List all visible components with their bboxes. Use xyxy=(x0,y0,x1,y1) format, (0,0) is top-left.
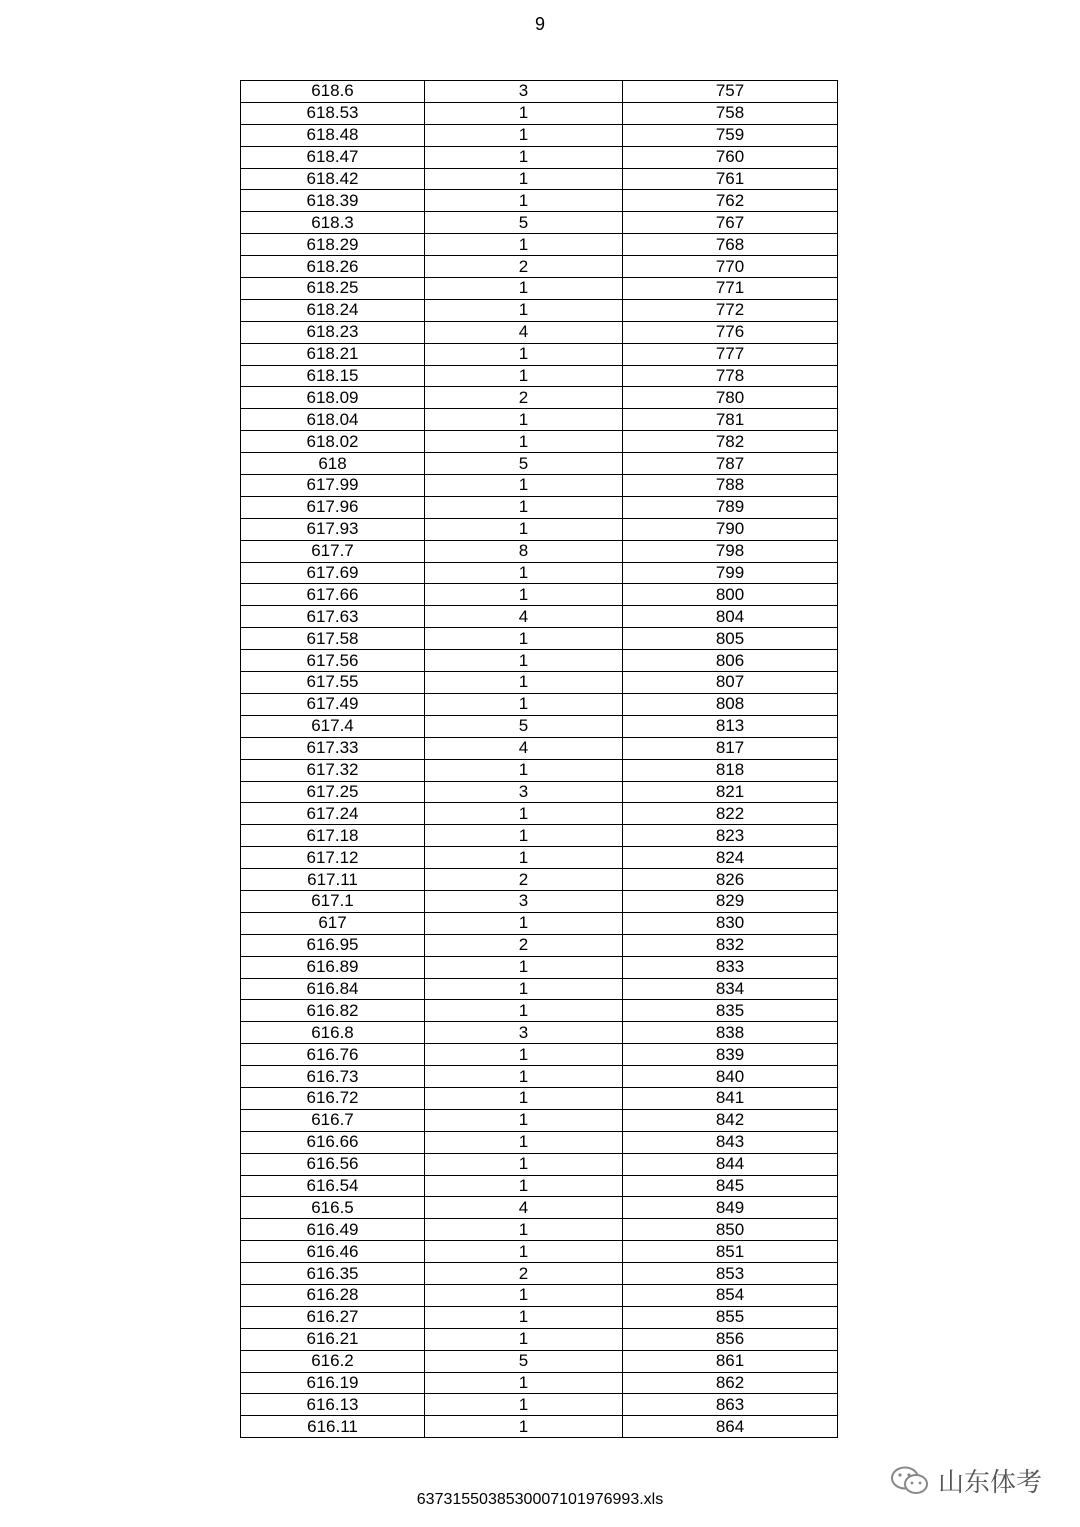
score-cell: 616.21 xyxy=(241,1328,425,1350)
score-cell: 618.21 xyxy=(241,343,425,365)
count-cell: 1 xyxy=(425,562,623,584)
cumulative-cell: 854 xyxy=(623,1284,838,1306)
cumulative-cell: 800 xyxy=(623,584,838,606)
table-row xyxy=(241,1197,838,1219)
score-cell: 618.04 xyxy=(241,409,425,431)
table-row xyxy=(241,1044,838,1066)
count-cell: 1 xyxy=(425,1241,623,1263)
count-cell: 1 xyxy=(425,628,623,650)
count-cell: 1 xyxy=(425,1000,623,1022)
cumulative-cell: 806 xyxy=(623,650,838,672)
watermark xyxy=(890,1462,1042,1499)
table-row xyxy=(241,146,838,168)
score-cell: 617.96 xyxy=(241,496,425,518)
cumulative-cell: 842 xyxy=(623,1109,838,1131)
cumulative-cell: 804 xyxy=(623,606,838,628)
score-cell: 617.33 xyxy=(241,737,425,759)
count-cell: 1 xyxy=(425,343,623,365)
footer-filename: 6373155038530007101976993.xls xyxy=(416,1491,664,1508)
score-cell: 618.3 xyxy=(241,212,425,234)
cumulative-cell: 799 xyxy=(623,562,838,584)
cumulative-cell: 821 xyxy=(623,781,838,803)
cumulative-cell: 845 xyxy=(623,1175,838,1197)
cumulative-cell: 853 xyxy=(623,1263,838,1285)
score-cell: 617.69 xyxy=(241,562,425,584)
table-row xyxy=(241,1284,838,1306)
table-row xyxy=(241,1153,838,1175)
cumulative-cell: 851 xyxy=(623,1241,838,1263)
score-cell: 618.26 xyxy=(241,256,425,278)
table-row xyxy=(241,672,838,694)
count-cell: 1 xyxy=(425,912,623,934)
score-cell: 617.7 xyxy=(241,540,425,562)
count-cell: 1 xyxy=(425,278,623,300)
count-cell: 1 xyxy=(425,299,623,321)
score-cell: 618.09 xyxy=(241,387,425,409)
table-row xyxy=(241,562,838,584)
cumulative-cell: 808 xyxy=(623,693,838,715)
cumulative-cell: 833 xyxy=(623,956,838,978)
table-row xyxy=(241,650,838,672)
score-table xyxy=(240,80,838,1438)
count-cell: 4 xyxy=(425,606,623,628)
score-cell: 617.99 xyxy=(241,475,425,497)
cumulative-cell: 856 xyxy=(623,1328,838,1350)
score-cell: 617.24 xyxy=(241,803,425,825)
score-cell: 617.63 xyxy=(241,606,425,628)
score-cell: 617.66 xyxy=(241,584,425,606)
table-row xyxy=(241,453,838,475)
cumulative-cell: 826 xyxy=(623,869,838,891)
table-row xyxy=(241,1394,838,1416)
table-row xyxy=(241,1241,838,1263)
score-cell: 618.02 xyxy=(241,431,425,453)
table-row xyxy=(241,321,838,343)
table-row xyxy=(241,825,838,847)
table-row xyxy=(241,496,838,518)
cumulative-cell: 776 xyxy=(623,321,838,343)
cumulative-cell: 830 xyxy=(623,912,838,934)
count-cell: 1 xyxy=(425,496,623,518)
cumulative-cell: 798 xyxy=(623,540,838,562)
cumulative-cell: 861 xyxy=(623,1350,838,1372)
table-row xyxy=(241,693,838,715)
cumulative-cell: 850 xyxy=(623,1219,838,1241)
score-cell: 617.49 xyxy=(241,693,425,715)
score-cell: 617.25 xyxy=(241,781,425,803)
cumulative-cell: 770 xyxy=(623,256,838,278)
cumulative-cell: 780 xyxy=(623,387,838,409)
table-row xyxy=(241,234,838,256)
score-cell: 616.84 xyxy=(241,978,425,1000)
table-row xyxy=(241,387,838,409)
count-cell: 1 xyxy=(425,693,623,715)
count-cell: 1 xyxy=(425,1109,623,1131)
cumulative-cell: 761 xyxy=(623,168,838,190)
count-cell: 1 xyxy=(425,1131,623,1153)
score-cell: 618.47 xyxy=(241,146,425,168)
count-cell: 1 xyxy=(425,102,623,124)
table-row xyxy=(241,1219,838,1241)
score-cell: 617.55 xyxy=(241,672,425,694)
cumulative-cell: 838 xyxy=(623,1022,838,1044)
count-cell: 1 xyxy=(425,825,623,847)
count-cell: 1 xyxy=(425,803,623,825)
count-cell: 2 xyxy=(425,934,623,956)
cumulative-cell: 863 xyxy=(623,1394,838,1416)
cumulative-cell: 767 xyxy=(623,212,838,234)
table-row xyxy=(241,278,838,300)
count-cell: 1 xyxy=(425,1066,623,1088)
count-cell: 1 xyxy=(425,672,623,694)
table-row xyxy=(241,81,838,103)
score-cell: 618.6 xyxy=(241,81,425,103)
score-table-body xyxy=(241,81,838,1438)
count-cell: 1 xyxy=(425,234,623,256)
count-cell: 1 xyxy=(425,978,623,1000)
table-row xyxy=(241,890,838,912)
table-row xyxy=(241,956,838,978)
cumulative-cell: 823 xyxy=(623,825,838,847)
cumulative-cell: 840 xyxy=(623,1066,838,1088)
cumulative-cell: 832 xyxy=(623,934,838,956)
score-cell: 616.5 xyxy=(241,1197,425,1219)
cumulative-cell: 818 xyxy=(623,759,838,781)
score-cell: 616.66 xyxy=(241,1131,425,1153)
count-cell: 5 xyxy=(425,1350,623,1372)
count-cell: 1 xyxy=(425,1219,623,1241)
table-row xyxy=(241,299,838,321)
score-cell: 616.95 xyxy=(241,934,425,956)
score-cell: 617.4 xyxy=(241,715,425,737)
score-cell: 616.11 xyxy=(241,1416,425,1438)
score-cell: 616.35 xyxy=(241,1263,425,1285)
score-cell: 616.19 xyxy=(241,1372,425,1394)
score-cell: 618.29 xyxy=(241,234,425,256)
cumulative-cell: 768 xyxy=(623,234,838,256)
score-cell: 616.89 xyxy=(241,956,425,978)
table-row xyxy=(241,584,838,606)
table-row xyxy=(241,256,838,278)
count-cell: 1 xyxy=(425,1175,623,1197)
score-cell: 617.12 xyxy=(241,847,425,869)
cumulative-cell: 839 xyxy=(623,1044,838,1066)
table-row xyxy=(241,759,838,781)
table-row xyxy=(241,1175,838,1197)
score-cell: 616.49 xyxy=(241,1219,425,1241)
cumulative-cell: 805 xyxy=(623,628,838,650)
count-cell: 1 xyxy=(425,1372,623,1394)
cumulative-cell: 788 xyxy=(623,475,838,497)
table-row xyxy=(241,190,838,212)
score-cell: 618.42 xyxy=(241,168,425,190)
cumulative-cell: 829 xyxy=(623,890,838,912)
score-cell: 618.15 xyxy=(241,365,425,387)
cumulative-cell: 822 xyxy=(623,803,838,825)
cumulative-cell: 782 xyxy=(623,431,838,453)
count-cell: 1 xyxy=(425,759,623,781)
score-cell: 617.1 xyxy=(241,890,425,912)
table-row xyxy=(241,1263,838,1285)
score-cell: 616.7 xyxy=(241,1109,425,1131)
score-cell: 617.32 xyxy=(241,759,425,781)
count-cell: 2 xyxy=(425,1263,623,1285)
score-cell: 618.53 xyxy=(241,102,425,124)
count-cell: 1 xyxy=(425,1044,623,1066)
cumulative-cell: 813 xyxy=(623,715,838,737)
cumulative-cell: 855 xyxy=(623,1306,838,1328)
count-cell: 1 xyxy=(425,365,623,387)
table-row xyxy=(241,847,838,869)
cumulative-cell: 841 xyxy=(623,1087,838,1109)
table-row xyxy=(241,1372,838,1394)
cumulative-cell: 772 xyxy=(623,299,838,321)
cumulative-cell: 787 xyxy=(623,453,838,475)
table-row xyxy=(241,102,838,124)
score-cell: 617.58 xyxy=(241,628,425,650)
cumulative-cell: 781 xyxy=(623,409,838,431)
table-row xyxy=(241,475,838,497)
table-row xyxy=(241,212,838,234)
table-row xyxy=(241,869,838,891)
count-cell: 1 xyxy=(425,1306,623,1328)
score-cell: 617.93 xyxy=(241,518,425,540)
cumulative-cell: 844 xyxy=(623,1153,838,1175)
score-cell: 616.2 xyxy=(241,1350,425,1372)
table-row xyxy=(241,365,838,387)
count-cell: 1 xyxy=(425,584,623,606)
count-cell: 5 xyxy=(425,212,623,234)
score-cell: 616.13 xyxy=(241,1394,425,1416)
count-cell: 1 xyxy=(425,1328,623,1350)
table-row xyxy=(241,1350,838,1372)
table-row xyxy=(241,803,838,825)
table-row xyxy=(241,1109,838,1131)
cumulative-cell: 864 xyxy=(623,1416,838,1438)
score-cell: 616.8 xyxy=(241,1022,425,1044)
cumulative-cell: 778 xyxy=(623,365,838,387)
cumulative-cell: 777 xyxy=(623,343,838,365)
score-cell: 617 xyxy=(241,912,425,934)
table-row xyxy=(241,912,838,934)
score-cell: 616.72 xyxy=(241,1087,425,1109)
count-cell: 8 xyxy=(425,540,623,562)
table-row xyxy=(241,124,838,146)
table-row xyxy=(241,737,838,759)
count-cell: 1 xyxy=(425,146,623,168)
table-row xyxy=(241,343,838,365)
wechat-icon xyxy=(890,1465,930,1497)
table-row xyxy=(241,715,838,737)
count-cell: 3 xyxy=(425,890,623,912)
table-row xyxy=(241,1416,838,1438)
cumulative-cell: 771 xyxy=(623,278,838,300)
count-cell: 2 xyxy=(425,256,623,278)
count-cell: 1 xyxy=(425,847,623,869)
count-cell: 3 xyxy=(425,1022,623,1044)
count-cell: 1 xyxy=(425,518,623,540)
count-cell: 1 xyxy=(425,1394,623,1416)
score-cell: 618.24 xyxy=(241,299,425,321)
table-row xyxy=(241,1306,838,1328)
count-cell: 2 xyxy=(425,387,623,409)
count-cell: 1 xyxy=(425,1153,623,1175)
score-cell: 616.28 xyxy=(241,1284,425,1306)
count-cell: 1 xyxy=(425,168,623,190)
count-cell: 1 xyxy=(425,1284,623,1306)
score-cell: 618.48 xyxy=(241,124,425,146)
table-row xyxy=(241,1000,838,1022)
score-cell: 617.18 xyxy=(241,825,425,847)
count-cell: 3 xyxy=(425,81,623,103)
score-cell: 618 xyxy=(241,453,425,475)
score-cell: 616.46 xyxy=(241,1241,425,1263)
table-row xyxy=(241,1328,838,1350)
count-cell: 4 xyxy=(425,737,623,759)
table-row xyxy=(241,1087,838,1109)
cumulative-cell: 849 xyxy=(623,1197,838,1219)
table-row xyxy=(241,168,838,190)
count-cell: 4 xyxy=(425,321,623,343)
count-cell: 2 xyxy=(425,869,623,891)
cumulative-cell: 817 xyxy=(623,737,838,759)
count-cell: 1 xyxy=(425,1087,623,1109)
count-cell: 1 xyxy=(425,956,623,978)
score-cell: 616.54 xyxy=(241,1175,425,1197)
count-cell: 1 xyxy=(425,1416,623,1438)
count-cell: 4 xyxy=(425,1197,623,1219)
score-cell: 617.11 xyxy=(241,869,425,891)
count-cell: 1 xyxy=(425,431,623,453)
cumulative-cell: 789 xyxy=(623,496,838,518)
cumulative-cell: 759 xyxy=(623,124,838,146)
watermark-text: 山东体考 xyxy=(938,1467,1043,1497)
cumulative-cell: 758 xyxy=(623,102,838,124)
table-row xyxy=(241,934,838,956)
count-cell: 5 xyxy=(425,715,623,737)
cumulative-cell: 824 xyxy=(623,847,838,869)
cumulative-cell: 843 xyxy=(623,1131,838,1153)
score-cell: 618.25 xyxy=(241,278,425,300)
count-cell: 3 xyxy=(425,781,623,803)
table-row xyxy=(241,628,838,650)
table-row xyxy=(241,409,838,431)
cumulative-cell: 790 xyxy=(623,518,838,540)
cumulative-cell: 762 xyxy=(623,190,838,212)
score-cell: 617.56 xyxy=(241,650,425,672)
count-cell: 5 xyxy=(425,453,623,475)
table-row xyxy=(241,1022,838,1044)
table-row xyxy=(241,1131,838,1153)
table-row xyxy=(241,431,838,453)
score-cell: 616.76 xyxy=(241,1044,425,1066)
table-row xyxy=(241,540,838,562)
score-cell: 618.23 xyxy=(241,321,425,343)
table-row xyxy=(241,1066,838,1088)
table-row xyxy=(241,606,838,628)
page-number: 9 xyxy=(534,14,545,34)
count-cell: 1 xyxy=(425,650,623,672)
table-row xyxy=(241,978,838,1000)
score-cell: 616.27 xyxy=(241,1306,425,1328)
count-cell: 1 xyxy=(425,475,623,497)
table-row xyxy=(241,781,838,803)
score-cell: 616.82 xyxy=(241,1000,425,1022)
table-row xyxy=(241,518,838,540)
cumulative-cell: 757 xyxy=(623,81,838,103)
count-cell: 1 xyxy=(425,190,623,212)
score-cell: 616.56 xyxy=(241,1153,425,1175)
cumulative-cell: 807 xyxy=(623,672,838,694)
cumulative-cell: 835 xyxy=(623,1000,838,1022)
score-cell: 618.39 xyxy=(241,190,425,212)
count-cell: 1 xyxy=(425,124,623,146)
cumulative-cell: 760 xyxy=(623,146,838,168)
count-cell: 1 xyxy=(425,409,623,431)
score-cell: 616.73 xyxy=(241,1066,425,1088)
cumulative-cell: 834 xyxy=(623,978,838,1000)
cumulative-cell: 862 xyxy=(623,1372,838,1394)
